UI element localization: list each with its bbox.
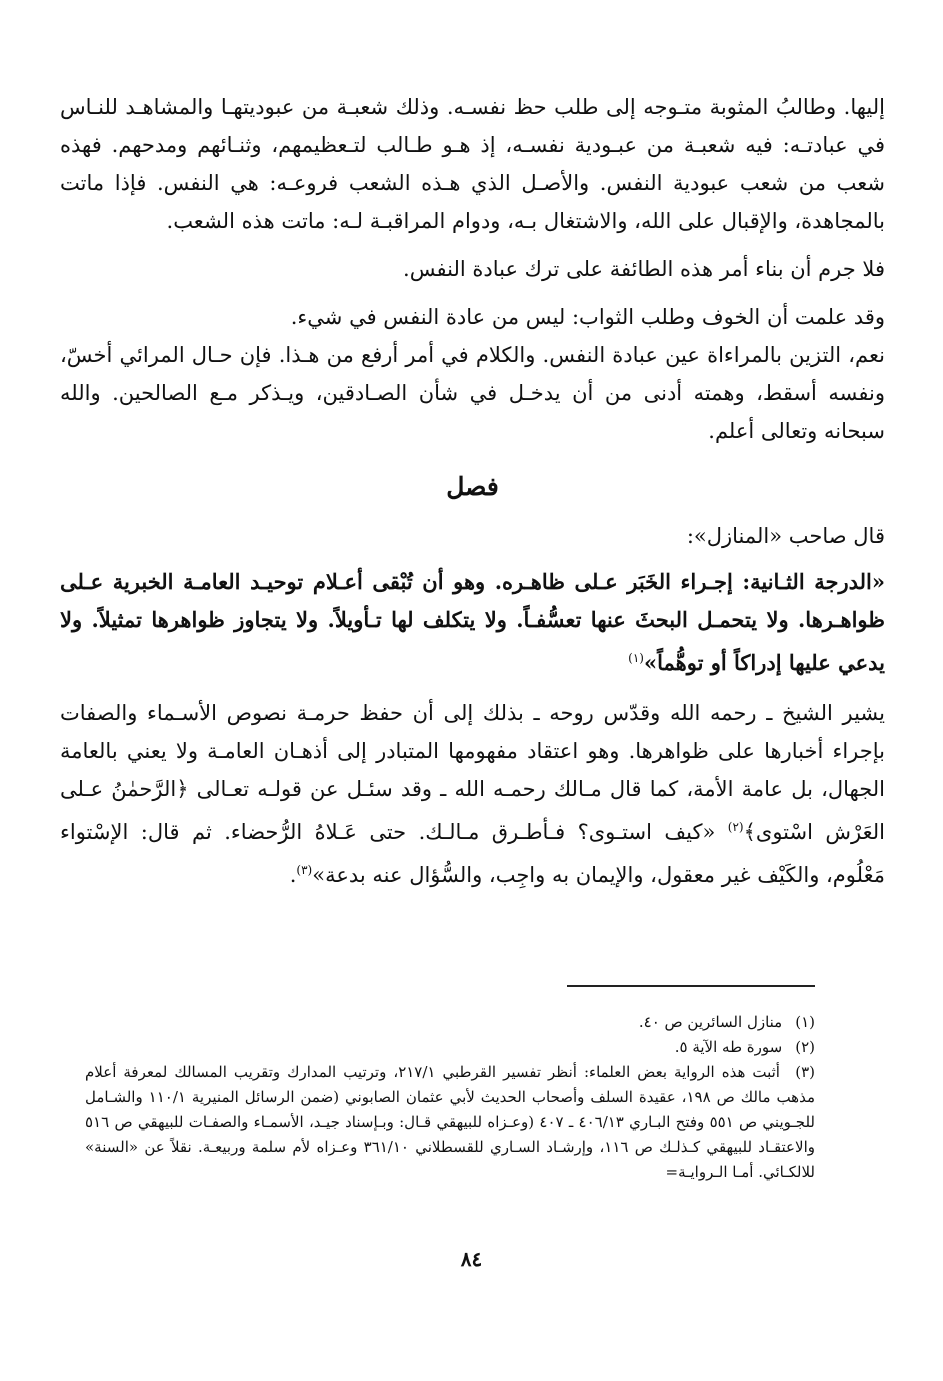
footnote-number: (١) xyxy=(795,1013,815,1031)
footnotes xyxy=(85,1010,815,1185)
section-heading: فصل xyxy=(446,472,499,501)
footnote-ref-3: (٣) xyxy=(296,863,313,877)
footnote-text: منازل السائرين ص ٤٠. xyxy=(638,1013,783,1031)
paragraph-5: قال صاحب «المنازل»: xyxy=(686,524,885,548)
page-number: ٨٤ xyxy=(460,1247,483,1271)
paragraph-6-part-b: «كيف استـوى؟ فـأطـرق مـالـك. حتى عَـلاهُ الرُّحضاء. ثم قال: الإسْتواء مَعْلُوم، والكَيْف غير معقول، والإيمان به واجِب، والسُّؤال عنه بدعة» xyxy=(60,820,885,887)
footnote-ref-2: (٢) xyxy=(727,820,744,834)
footnote-1 xyxy=(85,1010,815,1035)
paragraph-6-part-a: يشير الشيخ ـ رحمه الله وقدّس روحه ـ بذلك إلى أن حفظ حرمـة نصوص الأسـماء والصفات بإجراء أخبارها على ظواهرها. وهو اعتقاد مفهومها المتبادر إلى أذهـان العامـة ولا يعني بالعامة الجهال، بل عامة الأمة، كما قال مـالك رحمـه الله ـ وقد سئـل عن قولـه تعـالى ﴿الرَّحمٰنُ عـلى العَرْش اسْتوى﴾ xyxy=(60,701,885,844)
footnote-text: سورة طه الآية ٥. xyxy=(674,1038,783,1056)
footnote-ref-1: (١) xyxy=(628,651,644,665)
footnote-2 xyxy=(85,1035,815,1060)
footnote-number: (٣) xyxy=(795,1063,815,1081)
paragraph-4: نعم، التزين بالمراءاة عين عبادة النفس. والكلام في أمر أرفع من هـذا. فإن حـال المرائي أخسّ، ونفسه أسقط، وهمته أدنى من أن يدخـل في شأن الصـادقين، ويـذكر مـع الصالحين. والله سبحانه وتعالى أعلم. xyxy=(60,343,885,443)
quoted-passage xyxy=(60,563,885,682)
quoted-passage-text: «الدرجة الثـانية: إجـراء الخَبَر عـلى ظاهـره. وهو أن تُبْقى أعـلام توحيـد العامـة الخبرية عـلى ظواهـرها. ولا يتحمـل البحثَ عنها تعسُّفـاً. ولا يتكلف لها تـأويلاً. ولا يتجاوز ظواهرها تمثيلاً. ولا يدعي عليها إدراكاً أو توهُّماً» xyxy=(60,569,885,675)
paragraph-3: وقد علمت أن الخوف وطلب الثواب: ليس من عادة النفس في شيء. xyxy=(290,305,885,329)
footnote-3 xyxy=(85,1060,815,1185)
paragraph-6 xyxy=(60,694,885,894)
footnote-text: أثبت هذه الرواية بعض العلماء: أنظر تفسير القرطبي ٢١٧/١، وترتيب المدارك وتقريب المسالك لمعرفة أعلام مذهب مالك ص ١٩٨، عقيدة السلف وأصحاب الحديث لأبي عثمان الصابوني (ضمن الرسائل المنيرية ١١٠/١ والشـامل للجـويني ص ٥٥١ وفتح البـاري ٤٠٦/١٣ ـ ٤٠٧ (وعـزاه للبيهقي قـال: وبـإسناد جيـد، الأسمـاء والصفـات للبيهقي ص ٥١٦ والاعتقـاد للبيهقي كـذلـك ص ١١٦، وإرشـاد السـاري للقسطلاني ٣٦١/١٠ وعـزاه لأم سلمة وربيعـة. نقلاً عن «السنة» للالكـائي. أمـا الـروايـة= xyxy=(85,1063,815,1181)
paragraph-2: فلا جرم أن بناء أمر هذه الطائفة على ترك عبادة النفس. xyxy=(403,257,885,281)
main-text-block xyxy=(60,88,885,894)
footnote-divider xyxy=(567,985,815,987)
footnote-number: (٢) xyxy=(795,1038,815,1056)
paragraph-6-end: . xyxy=(289,863,297,887)
paragraph-1: إليها. وطالبُ المثوبة متـوجه إلى طلب حظ نفسـه. وذلك شعبـة من عبوديتهـا والمشاهـد للنـاس في عبادتـه: فيه شعبـة من عبـودية نفسـه، إذ هـو طـالب لتـعظيمهم، وثنـائهم ومدحهم. فهذه شعب من شعب عبودية النفس. والأصـل الذي هـذه الشعب فروعـه: هي النفس. فإذا ماتت بالمجاهدة، والإقبال على الله، والاشتغال بـه، ودوام المراقبـة لـه: ماتت هذه الشعب. xyxy=(60,95,885,233)
